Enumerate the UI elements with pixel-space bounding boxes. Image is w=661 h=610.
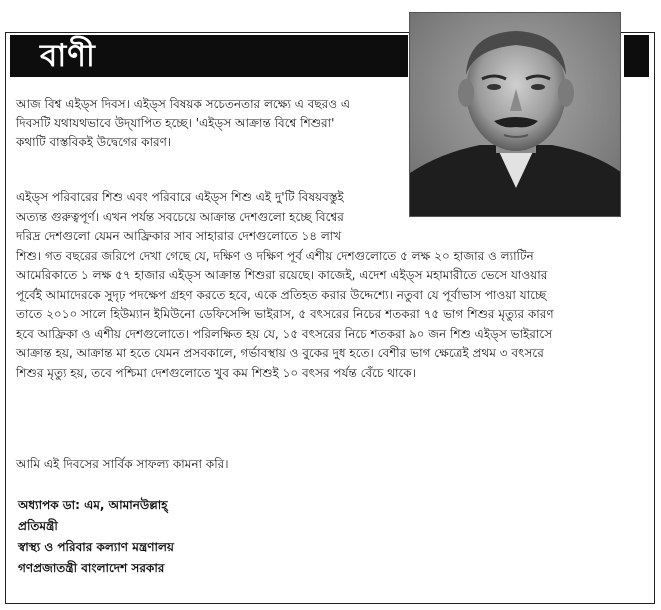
text-line: দিবসটি যথাযথভাবে উদ্‌যাপিত হচ্ছে। 'এইড্‌স আক্রান্ত বিশ্বে শিশুরা' (16, 116, 335, 130)
title-banner (10, 35, 408, 77)
signatory-ministry: স্বাস্থ্য ও পরিবার কল্যাণ মন্ত্রণালয় (18, 540, 174, 554)
text-line: এইড্‌স পরিবারের শিশু এবং পরিবারে এইড্‌স শিশু এই দু'টি বিষয়বস্তুই (16, 190, 344, 204)
paragraph-closing (16, 455, 229, 474)
page-title: বাণী (40, 38, 96, 74)
text-line: শিশু। গত বছরের জরিপে দেখা গেছে যে, দক্ষিণ ও দক্ষিণ পূর্ব এশীয় দেশগুলোতে ৫ লক্ষ ২০ হাজার ও ল্যাটিন (16, 248, 534, 263)
text-line: আজ বিশ্ব এইড্‌স দিবস। এইড্‌স বিষয়ক সচেতনতার লক্ষ্যে এ বছরও এ (16, 97, 351, 111)
signatory-designation: প্রতিমন্ত্রী (18, 519, 58, 533)
text-line: কথাটি বাস্তবিকই উদ্বেগের কারণ। (16, 135, 172, 149)
text-line: পূর্বেই আমাদেরকে সুদৃঢ় পদক্ষেপ গ্রহণ করতে হবে, একে প্রতিহত করার উদ্দেশ্যে। নতুবা যে পূর্বাভাস পাওয়া যাচ্ছে (16, 287, 547, 302)
text-line: দরিদ্র দেশগুলো যেমন আফ্রিকার সাব সাহারার দেশগুলোতে ১৪ লাখ (16, 229, 342, 243)
text-line: আমি এই দিবসের সার্বিক সাফল্য কামনা করি। (16, 457, 229, 471)
portrait-photo-image (410, 13, 621, 217)
banner-end-block (624, 35, 649, 77)
signatory-government: গণপ্রজাতন্ত্রী বাংলাদেশ সরকার (18, 561, 165, 575)
text-line: শিশুর মৃত্যু হয়, তবে পশ্চিমা দেশগুলোতে খুব কম শিশুই ১০ বৎসর পর্যন্ত বেঁচে থাকে। (16, 365, 416, 380)
text-line: হবে আফ্রিকা ও এশীয় দেশগুলোতে। পরিলক্ষিত হয় যে, ১৫ বৎসরের নিচে শতকরা ৯০ জন শিশু এইড্‌স ভাইরাসে (16, 326, 553, 341)
text-line: তাতে ২০১০ সালে হিউম্যান ইমিউনো ডেফিসেন্সি ভাইরাস, ৫ বৎসরের নিচের শতকরা ৭৫ ভাগ শিশুর মৃত্যুর কারণ (16, 307, 554, 321)
text-line: অত্যন্ত গুরুত্বপূর্ণ। এখন পর্যন্ত সবচেয়ে আক্রান্ত দেশগুলো হচ্ছে বিশ্বের (16, 209, 344, 224)
paragraph-main (16, 188, 554, 383)
paragraph-intro (16, 95, 350, 152)
signatory-name: অধ্যাপক ডা: এম, আমানউল্লাহ্‌ (18, 498, 168, 512)
portrait-photo (409, 12, 621, 217)
text-line: আমেরিকাতে ১ লক্ষ ৫৭ হাজার এইড্‌স আক্রান্ত শিশুরা রয়েছে। কাজেই, এদেশ এইড্‌স মহামারীতে ভেসে যাওয়ার (16, 268, 548, 282)
signature-block (18, 495, 174, 579)
text-line: আক্রান্ত হয়, আক্রান্ত মা হতে যেমন প্রসবকালে, গর্ভাবস্থায় ও বুকের দুধ হতে। বেশীর ভাগ ক্ষেত্রেই প্রথম ৩ বৎসরে (16, 346, 544, 360)
